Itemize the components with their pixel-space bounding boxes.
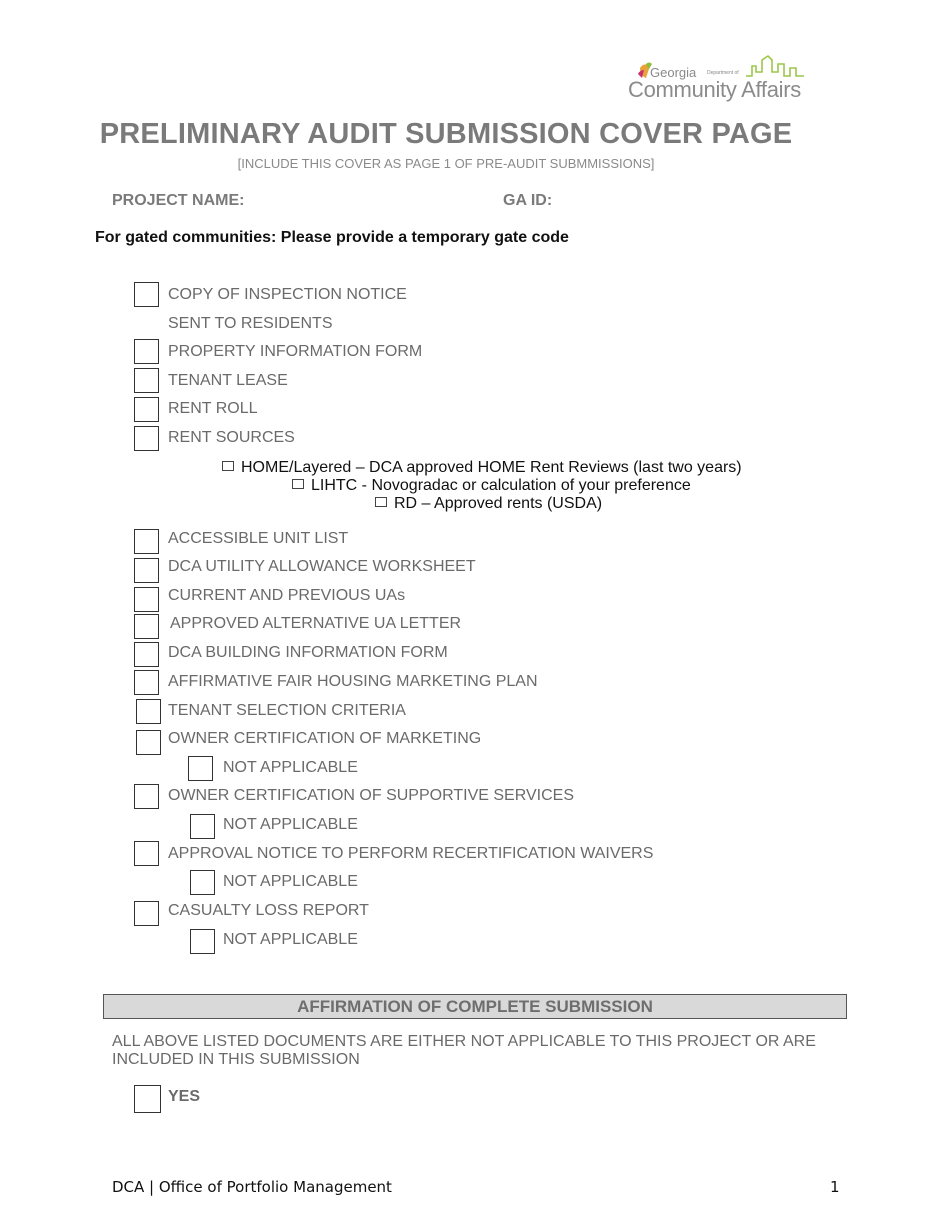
checkbox-icon[interactable] <box>375 497 387 507</box>
project-name-label: PROJECT NAME: <box>112 192 245 209</box>
checkbox-icon[interactable] <box>292 479 304 489</box>
checkbox-rent-roll[interactable] <box>134 397 159 422</box>
checkbox-utility-allowance-worksheet[interactable] <box>134 558 159 583</box>
item-label: SENT TO RESIDENTS <box>168 315 333 332</box>
affirmation-heading: AFFIRMATION OF COMPLETE SUBMISSION <box>103 994 847 1019</box>
checkbox-fair-housing-plan[interactable] <box>134 670 159 695</box>
checkbox-yes[interactable] <box>134 1085 161 1113</box>
rent-option-lihtc[interactable] <box>292 477 691 495</box>
checkbox-rent-sources[interactable] <box>134 426 159 451</box>
item-label: CURRENT AND PREVIOUS UAs <box>168 587 406 604</box>
logo-dept-text: Department of <box>707 70 739 76</box>
checkbox-owner-cert-supportive-services[interactable] <box>134 784 159 809</box>
gate-code-note: For gated communities: Please provide a temporary gate code <box>95 229 569 246</box>
checkbox-supportive-not-applicable[interactable] <box>190 814 215 839</box>
checkbox-accessible-unit-list[interactable] <box>134 529 159 554</box>
checkbox-marketing-not-applicable[interactable] <box>188 756 213 781</box>
checkbox-building-information-form[interactable] <box>134 642 159 667</box>
rent-option-label: LIHTC - Novogradac or calculation of your preference <box>311 477 691 494</box>
page-subtitle: [INCLUDE THIS COVER AS PAGE 1 OF PRE-AUDIT SUBMMISSIONS] <box>237 156 655 171</box>
ga-id-label: GA ID: <box>503 192 553 209</box>
item-label: DCA BUILDING INFORMATION FORM <box>168 644 448 661</box>
rent-option-home[interactable] <box>222 459 742 477</box>
not-applicable-label: NOT APPLICABLE <box>223 873 358 890</box>
page-number: 1 <box>830 1178 840 1196</box>
checkbox-casualty-not-applicable[interactable] <box>190 929 215 954</box>
item-label: AFFIRMATIVE FAIR HOUSING MARKETING PLAN <box>168 673 538 690</box>
page-title: PRELIMINARY AUDIT SUBMISSION COVER PAGE <box>99 118 793 150</box>
not-applicable-label: NOT APPLICABLE <box>223 759 358 776</box>
checkbox-alternative-ua-letter[interactable] <box>134 614 159 639</box>
checkbox-tenant-lease[interactable] <box>134 368 159 393</box>
item-label: DCA UTILITY ALLOWANCE WORKSHEET <box>168 558 476 575</box>
checkbox-casualty-loss-report[interactable] <box>134 901 159 926</box>
logo-name-text: Community Affairs <box>628 77 801 102</box>
not-applicable-label: NOT APPLICABLE <box>223 816 358 833</box>
item-label: RENT ROLL <box>168 400 258 417</box>
rent-option-label: HOME/Layered – DCA approved HOME Rent Reviews (last two years) <box>241 459 742 476</box>
checkbox-property-information-form[interactable] <box>134 339 159 364</box>
checkbox-inspection-notice[interactable] <box>134 282 159 307</box>
item-label: APPROVED ALTERNATIVE UA LETTER <box>170 615 462 632</box>
item-label: OWNER CERTIFICATION OF SUPPORTIVE SERVICES <box>168 787 574 804</box>
footer-office: DCA | Office of Portfolio Management <box>112 1178 392 1196</box>
item-label: COPY OF INSPECTION NOTICE <box>168 286 407 303</box>
checkbox-owner-cert-marketing[interactable] <box>136 730 161 755</box>
logo-georgia-text: Georgia <box>650 65 697 80</box>
item-label: TENANT LEASE <box>168 372 288 389</box>
dca-logo <box>628 54 808 106</box>
rent-option-rd[interactable] <box>375 495 602 513</box>
item-label: OWNER CERTIFICATION OF MARKETING <box>168 730 482 747</box>
yes-label: YES <box>168 1088 201 1105</box>
affirmation-text: ALL ABOVE LISTED DOCUMENTS ARE EITHER NOT APPLICABLE TO THIS PROJECT OR ARE INCLUDED IN THIS SUBMISSION <box>112 1033 816 1068</box>
item-label: CASUALTY LOSS REPORT <box>168 902 369 919</box>
rent-option-label: RD – Approved rents (USDA) <box>394 495 603 512</box>
item-label: TENANT SELECTION CRITERIA <box>168 702 406 719</box>
checkbox-icon[interactable] <box>222 461 234 471</box>
checkbox-tenant-selection-criteria[interactable] <box>136 699 161 724</box>
item-label: APPROVAL NOTICE TO PERFORM RECERTIFICATION WAIVERS <box>168 845 654 862</box>
item-label: PROPERTY INFORMATION FORM <box>168 343 423 360</box>
item-label: RENT SOURCES <box>168 429 295 446</box>
checkbox-current-previous-uas[interactable] <box>134 587 159 612</box>
checkbox-waivers-not-applicable[interactable] <box>190 870 215 895</box>
item-label: ACCESSIBLE UNIT LIST <box>168 530 349 547</box>
checkbox-recertification-waivers[interactable] <box>134 841 159 866</box>
not-applicable-label: NOT APPLICABLE <box>223 931 358 948</box>
